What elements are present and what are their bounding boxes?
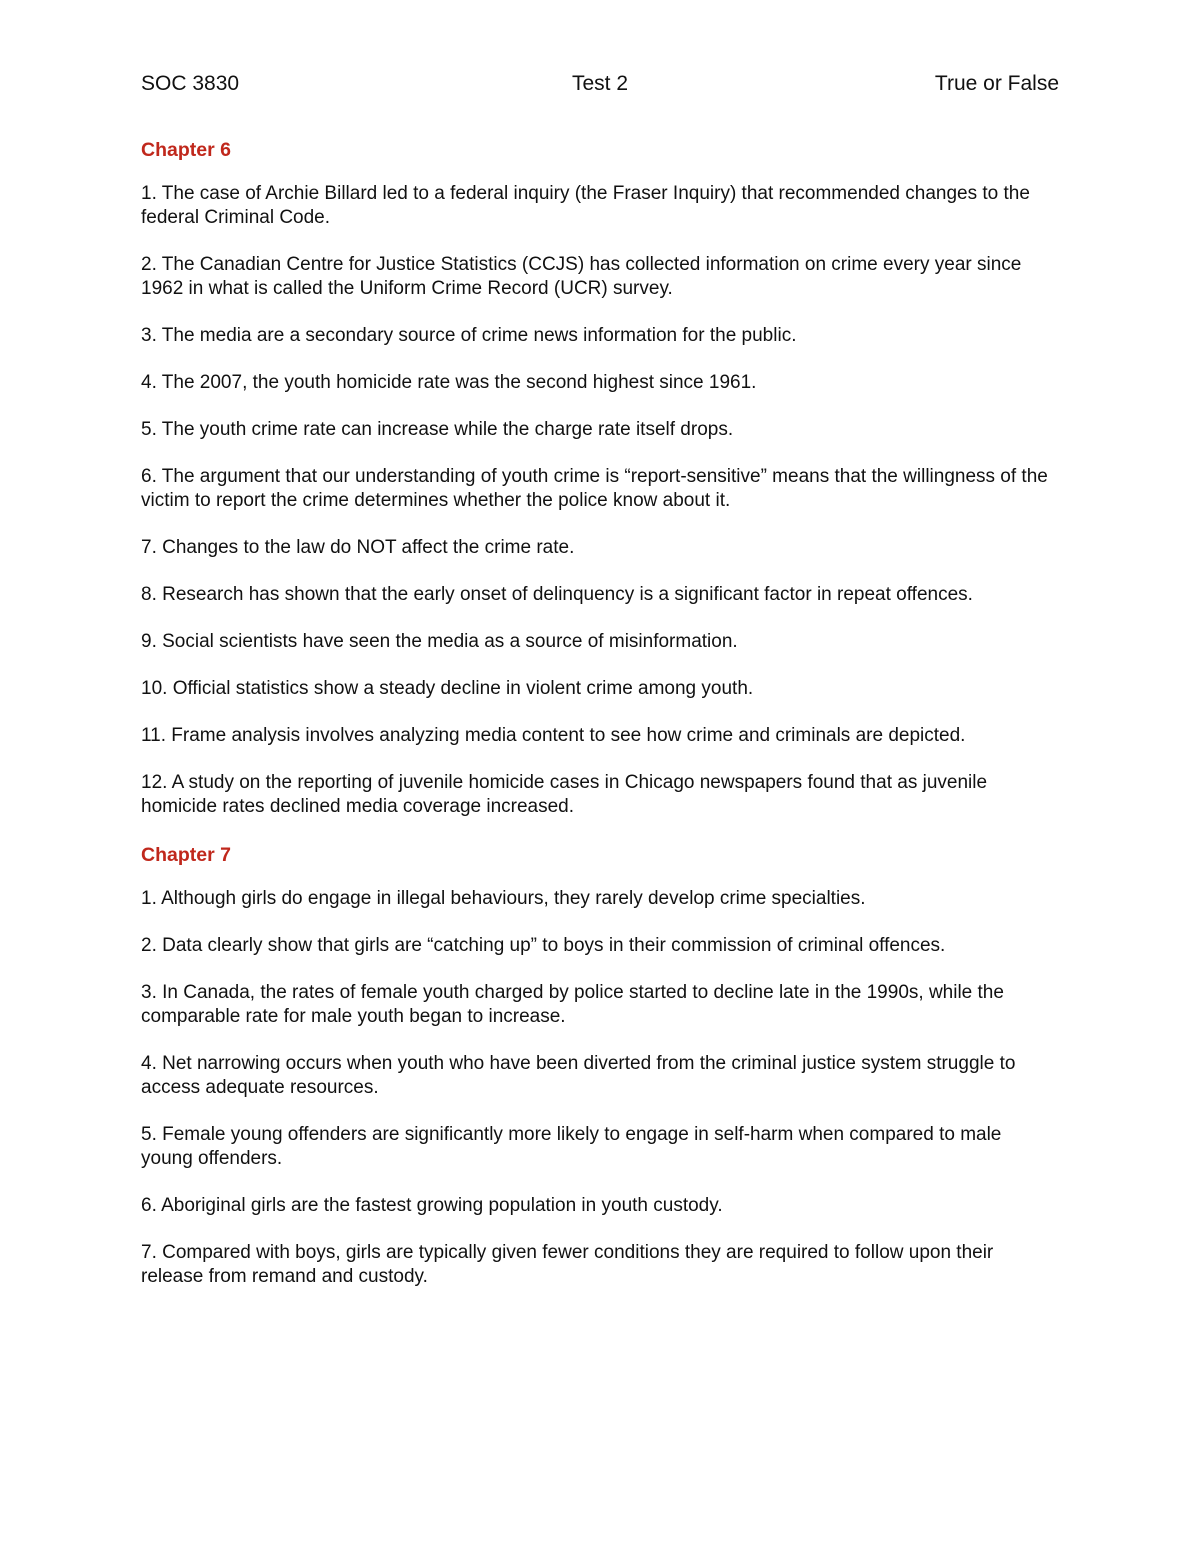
document-page	[141, 70, 1059, 1312]
question-item: 2. The Canadian Centre for Justice Statistics (CCJS) has collected information on crime every year since 1962 in what is called the Uniform Crime Record (UCR) survey.	[141, 254, 1022, 299]
question-item: 6. Aboriginal girls are the fastest growing population in youth custody.	[141, 1195, 723, 1216]
question-item: 7. Changes to the law do NOT affect the crime rate.	[141, 537, 575, 558]
chapter-section	[141, 843, 1059, 1289]
chapter-heading: Chapter 6	[141, 139, 231, 161]
test-title: Test 2	[571, 72, 629, 95]
question-item: 3. In Canada, the rates of female youth charged by police started to decline late in the 1990s, while the comparable rate for male youth began to increase.	[141, 982, 1004, 1027]
question-item: 11. Frame analysis involves analyzing media content to see how crime and criminals are depicted.	[141, 725, 966, 746]
chapter-heading: Chapter 7	[141, 844, 231, 866]
course-code: SOC 3830	[141, 72, 240, 95]
question-item: 4. The 2007, the youth homicide rate was the second highest since 1961.	[141, 372, 757, 393]
question-item: 1. The case of Archie Billard led to a federal inquiry (the Fraser Inquiry) that recommended changes to the federal Criminal Code.	[141, 183, 1030, 228]
question-item: 10. Official statistics show a steady decline in violent crime among youth.	[141, 678, 754, 699]
question-item: 5. The youth crime rate can increase while the charge rate itself drops.	[141, 419, 734, 440]
question-item: 12. A study on the reporting of juvenile homicide cases in Chicago newspapers found that as juvenile homicide rates declined media coverage increased.	[141, 772, 988, 817]
question-item: 5. Female young offenders are significantly more likely to engage in self-harm when compared to male young offenders.	[141, 1124, 1002, 1169]
test-type: True or False	[934, 72, 1059, 95]
chapter-section	[141, 138, 1059, 819]
question-item: 7. Compared with boys, girls are typically given fewer conditions they are required to follow upon their release from remand and custody.	[141, 1242, 994, 1287]
question-item: 2. Data clearly show that girls are “catching up” to boys in their commission of criminal offences.	[141, 935, 946, 956]
question-item: 6. The argument that our understanding of youth crime is “report-sensitive” means that the willingness of the victim to report the crime determines whether the police know about it.	[141, 466, 1048, 511]
question-item: 3. The media are a secondary source of crime news information for the public.	[141, 325, 797, 346]
question-item: 8. Research has shown that the early onset of delinquency is a significant factor in repeat offences.	[141, 584, 973, 605]
question-item: 9. Social scientists have seen the media as a source of misinformation.	[141, 631, 738, 652]
question-item: 4. Net narrowing occurs when youth who have been diverted from the criminal justice system struggle to access adequate resources.	[141, 1053, 1016, 1098]
page-header	[141, 70, 1059, 98]
question-item: 1. Although girls do engage in illegal behaviours, they rarely develop crime specialties.	[141, 888, 866, 909]
